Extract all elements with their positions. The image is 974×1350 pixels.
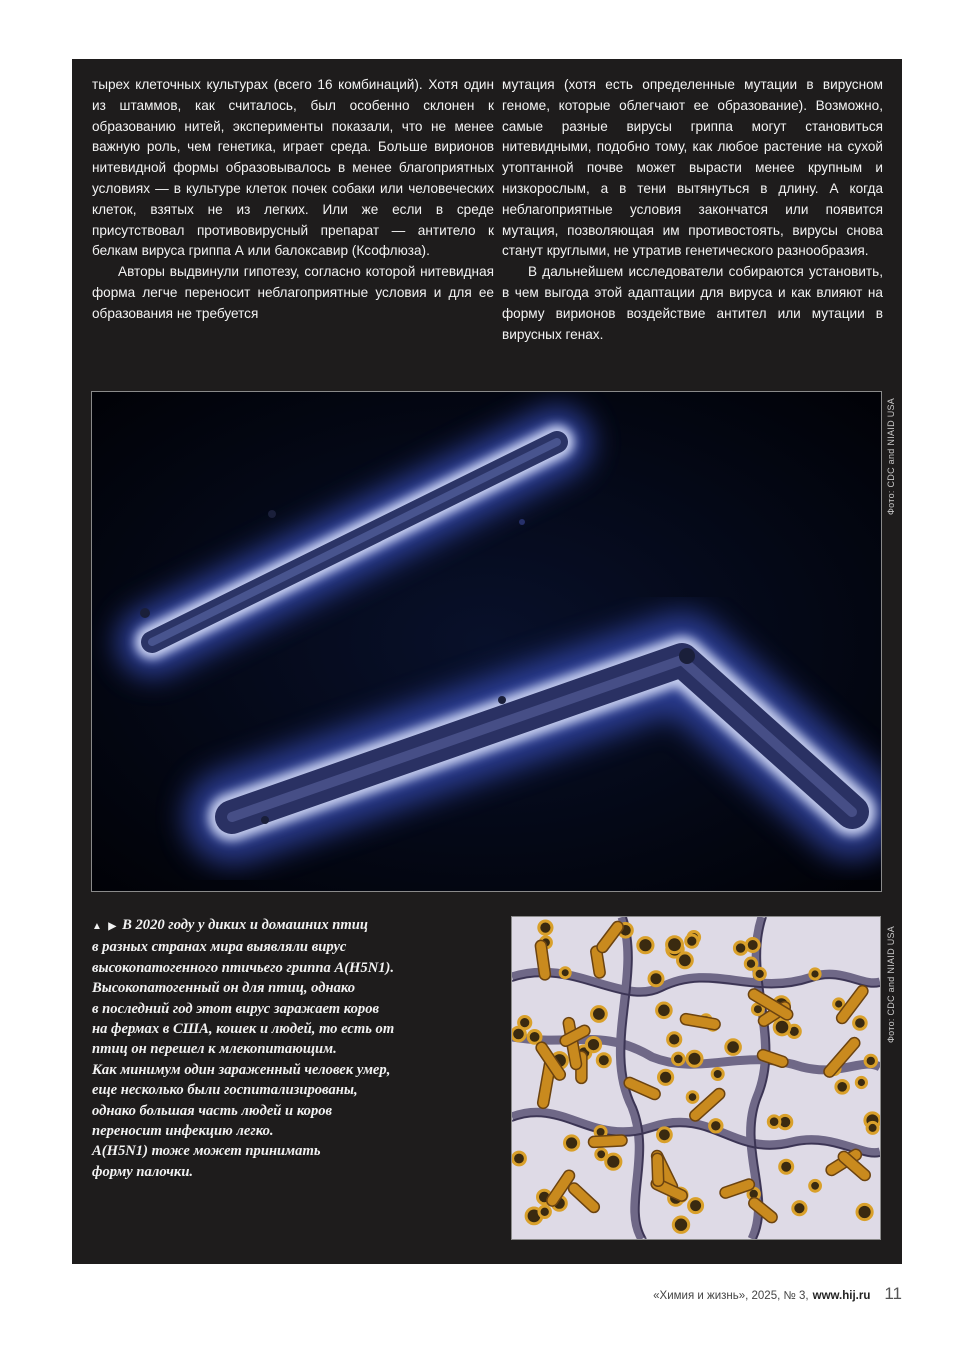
- caption-line-11: переносит инфекцию легко.: [92, 1123, 274, 1140]
- virion-particle: [678, 953, 693, 968]
- virion-particle: [712, 1069, 723, 1080]
- right-paragraph-2: В дальнейшем исследователи собираются установить, в чем выгода этой адаптации для вируса и как влияют на форму вирионов воздействие антител или мутации в вирусных генах.: [502, 264, 883, 342]
- right-text-column: [502, 75, 883, 345]
- virion-particle: [539, 921, 552, 934]
- virion-particle: [673, 1217, 688, 1232]
- virion-particle: [565, 1136, 579, 1150]
- caption-line-4: Высокопатогенный он для птиц, однако: [92, 980, 356, 997]
- virion-particle: [539, 1206, 550, 1217]
- virion-particle: [774, 1019, 790, 1035]
- virion-particle: [857, 1204, 872, 1219]
- virion-particle: [689, 1199, 703, 1213]
- virion-particle: [667, 937, 683, 953]
- virion-particle: [649, 972, 663, 986]
- virion-particle: [867, 1122, 878, 1133]
- virion-particle: [856, 1077, 866, 1087]
- virion-particle: [687, 1092, 698, 1103]
- caption-line-5: в последний год этот вирус заражает коров: [92, 1000, 380, 1017]
- virion-particle: [745, 958, 756, 969]
- virion-particle: [659, 1070, 673, 1084]
- left-text-column: [92, 75, 494, 325]
- filamentous-virus-photo: [92, 392, 881, 891]
- photo-credit-1: Фото: CDC and NIAID USA: [886, 397, 896, 515]
- virion-particle: [560, 968, 570, 978]
- virion-particle: [710, 1120, 722, 1132]
- left-paragraph-1: тырех клеточных культурах (всего 16 комбинаций). Хотя один из штаммов, как считалось, был особенно склонен к образованию нитей, эксперименты показали, что не менее важную роль, чем генетика, играет среда. Больше вирионов нитевидной формы образовывалось в менее благоприятных условиях — в культуре клеток почек собаки или человеческих клеток, взятых не из легких. Или же если в среде присутствовал противовирусный препарат — антитело к белкам вируса гриппа А или балоксавир (Ксофлюза).: [92, 77, 494, 259]
- virion-particle: [606, 1154, 621, 1169]
- virion-particle: [638, 938, 653, 953]
- virion-particle: [657, 1003, 672, 1018]
- virion-particle: [597, 1054, 610, 1067]
- left-paragraph-2: Авторы выдвинули гипотезу, согласно которой нитевидная форма легче переносит неблагоприятные условия и для ее образования не требуется: [92, 264, 494, 321]
- virion-rod: [588, 1135, 627, 1148]
- caption-line-12: А(H5N1) тоже может принимать: [92, 1143, 321, 1160]
- caption-line-10: однако большая часть людей и коров: [92, 1102, 333, 1119]
- footer-site-link[interactable]: www.hij.ru: [812, 1290, 871, 1302]
- caption-arrows-icon: ▲ ▶: [92, 921, 119, 932]
- virion-particle: [768, 1116, 780, 1128]
- virion-particle: [686, 935, 698, 947]
- right-paragraph-1: мутация (хотя есть определенные мутации в вирусном геноме, которые облегчают ее образование). Возможно, самые разные вирусы гриппа могут становиться нитевидными, подобно тому, как любое растение на сухой утоптанной почве может вырасти менее крупным и низкорослым, а в тени вытянуться в длину. А когда неблагоприятные условия закончатся или появится мутация, позволяющая им противостоять, вирусы снова станут круглыми, не утратив генетического разнообразия.: [502, 77, 883, 259]
- footer-journal: «Химия и жизнь», 2025, № 3,: [653, 1290, 809, 1302]
- virion-particle: [726, 1040, 741, 1055]
- caption-line-3: высокопатогенного птичьего гриппа А(H5N1).: [92, 959, 395, 976]
- caption-line-2: в разных странах мира выявляли вирус: [92, 939, 347, 956]
- caption-line-7: птиц он перешел к млекопитающим.: [92, 1041, 337, 1058]
- caption-line-6: на фермах в США, кошек и людей, то есть от: [92, 1021, 395, 1038]
- virion-particle: [780, 1160, 793, 1173]
- page-number: 11: [884, 1284, 902, 1303]
- virion-particle: [687, 1051, 702, 1066]
- h5n1-virus-photo: [512, 917, 880, 1239]
- virion-particle: [793, 1202, 806, 1215]
- virion-particle: [512, 1027, 525, 1041]
- virion-particle: [734, 942, 746, 954]
- virion-particle: [754, 968, 765, 979]
- virion-particle: [810, 1180, 821, 1191]
- caption-line-8: Как минимум один зараженный человек умер,: [92, 1061, 391, 1078]
- virion-particle: [513, 1152, 526, 1165]
- virion-particle: [586, 1038, 600, 1052]
- virion-particle: [668, 1033, 681, 1046]
- page-footer: [653, 1284, 902, 1304]
- virion-particle: [658, 1128, 672, 1142]
- virion-particle: [854, 1017, 867, 1030]
- virion-rod: [652, 1153, 664, 1186]
- virion-particle: [865, 1055, 876, 1066]
- virion-particle: [673, 1053, 685, 1065]
- virion-particle: [528, 1031, 541, 1044]
- caption-line-9: еще несколько были госпитализированы,: [92, 1082, 358, 1099]
- photo-credit-2: Фото: CDC and NIAID USA: [886, 925, 896, 1043]
- article-panel: [72, 59, 902, 1264]
- caption-line-13: форму палочки.: [92, 1163, 194, 1180]
- virion-particle: [810, 969, 820, 979]
- photo-caption: [92, 915, 497, 1182]
- virion-particle: [592, 1007, 607, 1022]
- virion-particle: [836, 1081, 849, 1094]
- caption-line-1: ▲ ▶ В 2020 году у диких и домашних птиц: [92, 917, 368, 933]
